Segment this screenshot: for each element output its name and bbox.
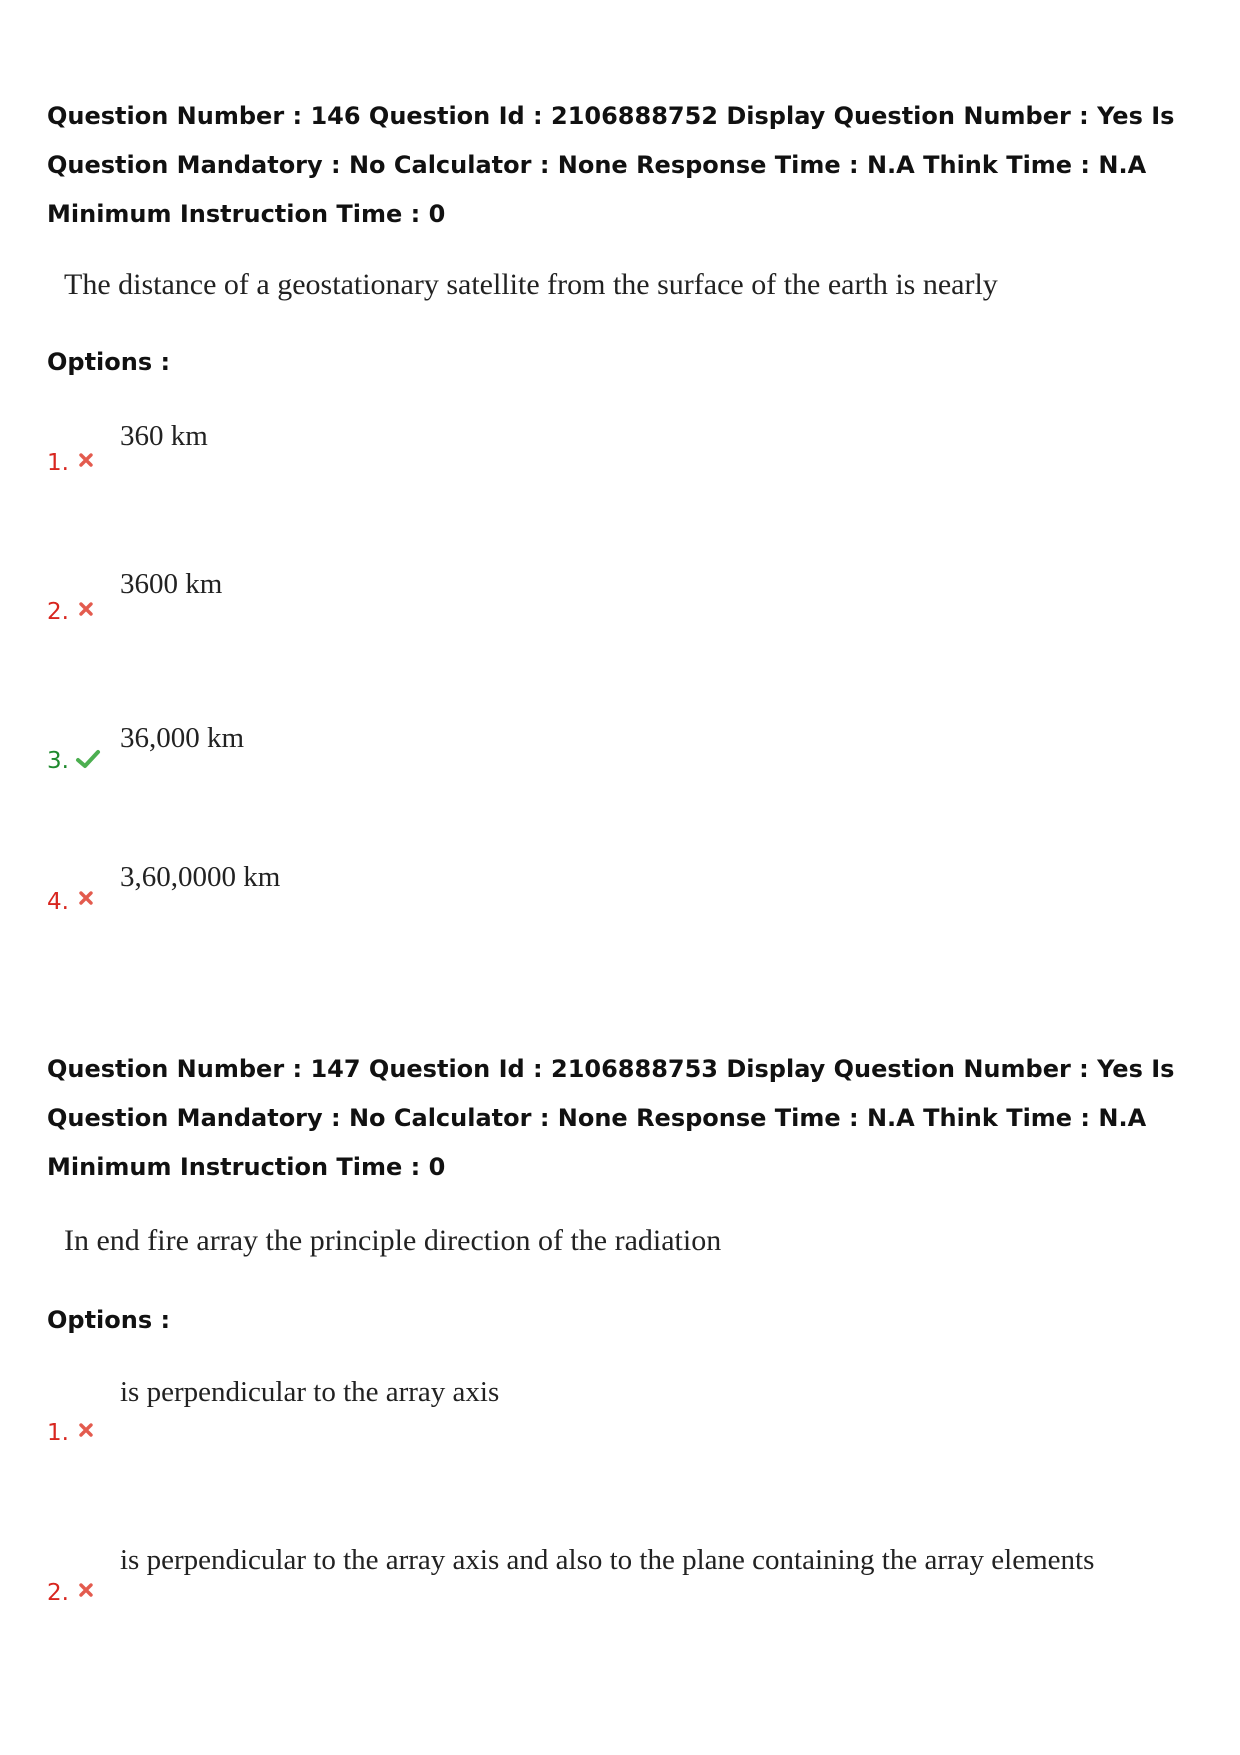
question-147-text: In end fire array the principle direction of the radiation	[64, 1224, 722, 1257]
option-number: 3.	[47, 748, 69, 774]
option-number: 2.	[47, 1580, 69, 1606]
option-text: 3600 km	[120, 568, 223, 600]
option-number: 4.	[47, 889, 69, 915]
cross-icon	[79, 891, 93, 905]
cross-icon	[79, 1583, 93, 1597]
cross-icon	[79, 602, 93, 616]
question-147-meta: Question Number : 147 Question Id : 2106888753 Display Question Number : Yes Is Question Mandatory : No Calculator : None Response Time : N.A Think Time : N.A Minimum Instruction Time : 0	[47, 1055, 1175, 1181]
option-text: is perpendicular to the array axis and also to the plane containing the array elements	[120, 1544, 1095, 1576]
option-number: 1.	[47, 1420, 69, 1446]
cross-icon	[79, 1423, 93, 1437]
option-text: is perpendicular to the array axis	[120, 1376, 500, 1408]
option-text: 36,000 km	[120, 722, 245, 754]
question-146-meta: Question Number : 146 Question Id : 2106888752 Display Question Number : Yes Is Question Mandatory : No Calculator : None Response Time : N.A Think Time : N.A Minimum Instruction Time : 0	[47, 102, 1175, 228]
question-146-options-label: Options :	[47, 348, 171, 376]
option-text: 3,60,0000 km	[120, 861, 281, 893]
option-number: 2.	[47, 599, 69, 625]
check-icon	[75, 748, 101, 770]
question-146-text: The distance of a geostationary satellite from the surface of the earth is nearly	[64, 268, 998, 301]
option-text: 360 km	[120, 420, 208, 452]
cross-icon	[79, 453, 93, 467]
question-147-options-label: Options :	[47, 1306, 171, 1334]
option-number: 1.	[47, 450, 69, 476]
